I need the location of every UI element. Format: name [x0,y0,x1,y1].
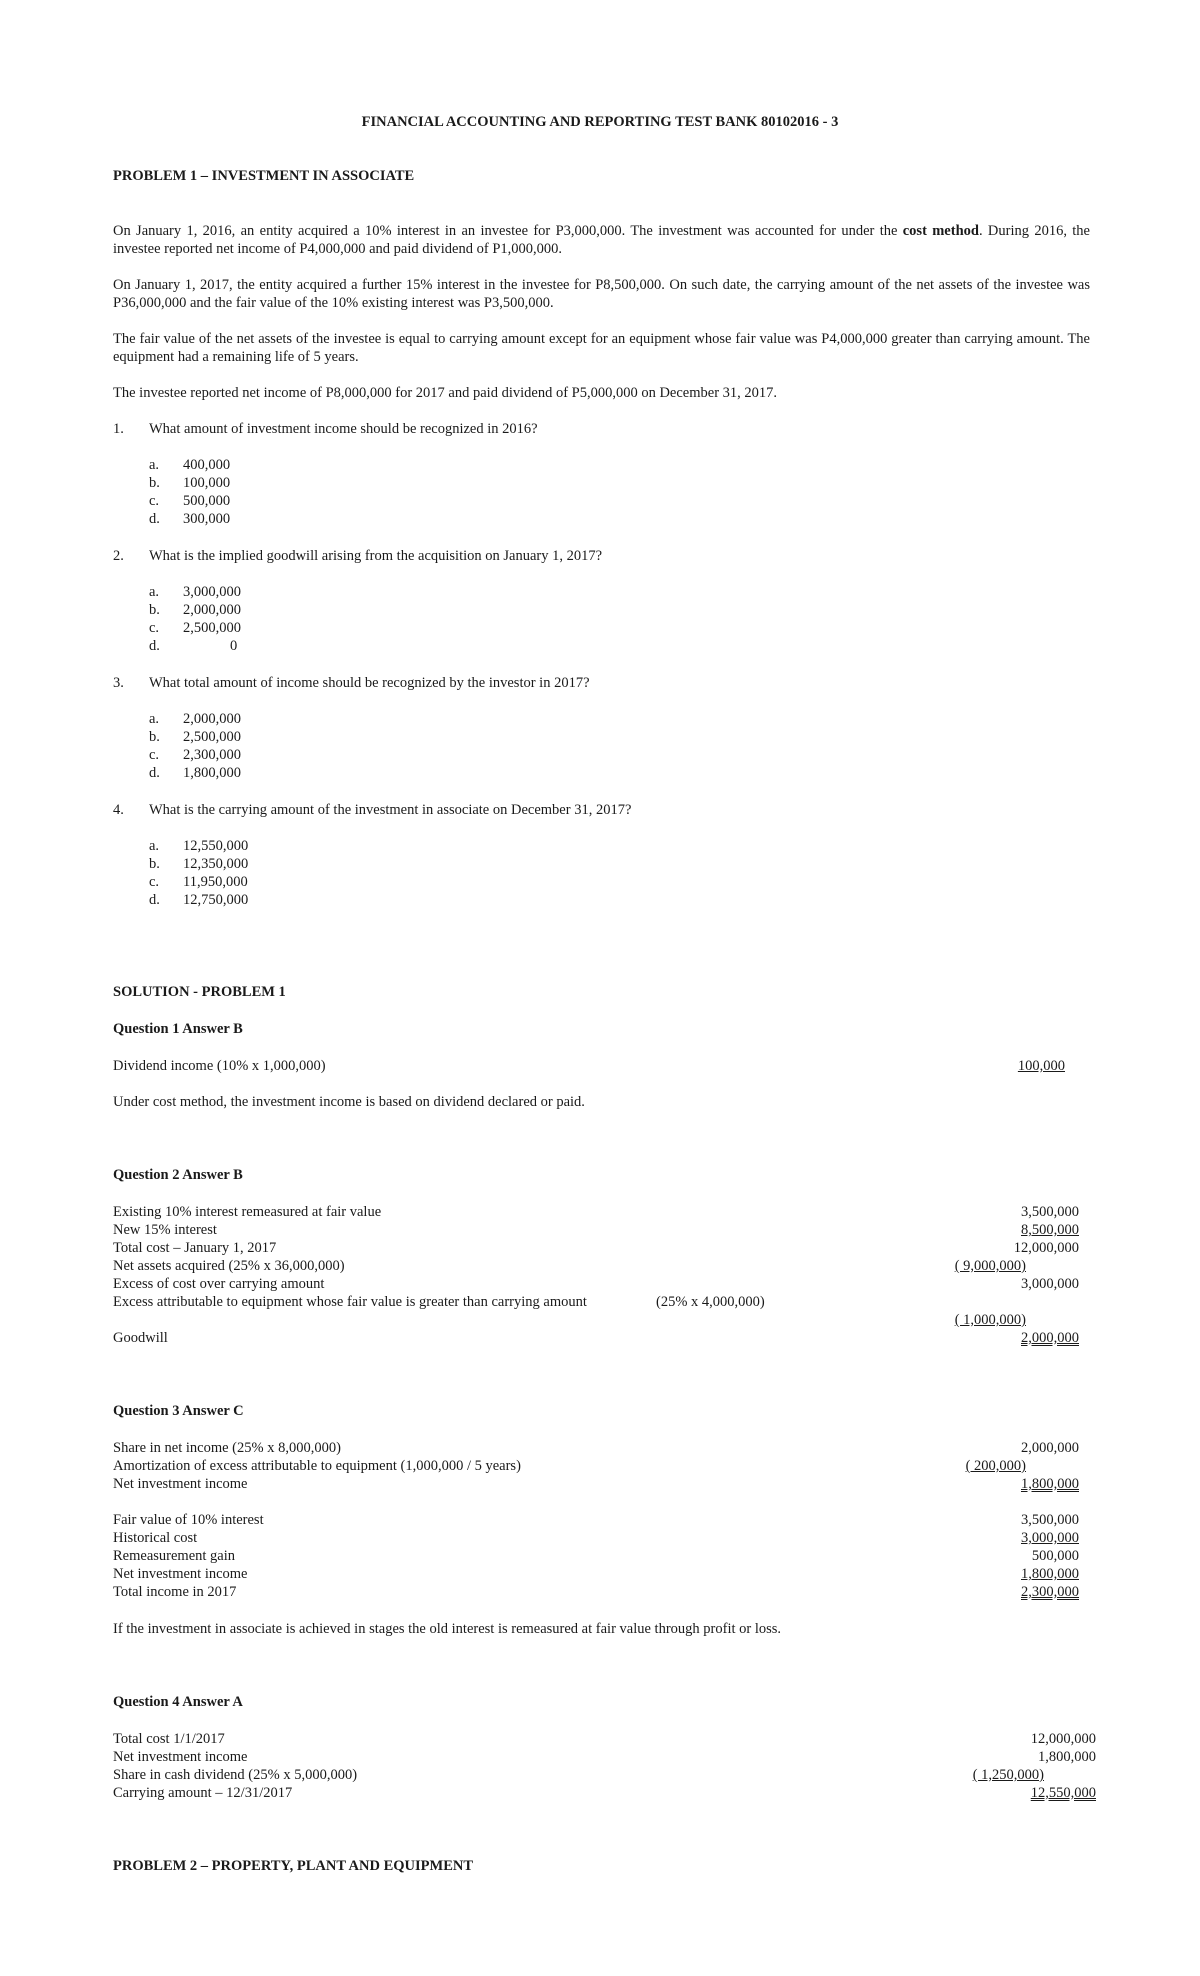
table-row-value: 12,000,000 [1013,1240,1079,1256]
option-value: 3,000,000 [183,584,241,600]
table-row-value: 1,800,000 [1038,1749,1096,1765]
table-row-value: 12,550,000 [1030,1785,1096,1801]
option-value: 11,950,000 [183,874,248,890]
table-row-label: Fair value of 10% interest [113,1512,264,1528]
option-value: 2,500,000 [183,620,241,636]
table-row-label: Remeasurement gain [113,1548,235,1564]
solution-q1-line-label: Dividend income (10% x 1,000,000) [113,1058,326,1074]
option-label: d. [149,511,160,527]
question-number: 1. [113,421,124,437]
problem1-paragraph-4: The investee reported net income of P8,000,000 for 2017 and paid dividend of P5,000,000 on December 31, 2017. [113,385,778,401]
option-value: 12,550,000 [183,838,249,854]
question-number: 3. [113,675,124,691]
option-label: d. [149,765,160,781]
table-row-label: Carrying amount – 12/31/2017 [113,1785,293,1801]
problem1-paragraph-1: On January 1, 2016, an entity acquired a 10% interest in an investee for P3,000,000. The investment was accounted for under the cost method. During 2016, the investee reported net income of P4,000,000 and paid dividend of P1,000,000. [113,223,1090,257]
option-label: a. [149,838,160,854]
problem1-heading: PROBLEM 1 – INVESTMENT IN ASSOCIATE [113,168,415,184]
option-label: d. [149,638,160,654]
option-value: 2,000,000 [183,602,241,618]
table-row-label: New 15% interest [113,1222,217,1238]
table-row-value: 2,300,000 [1021,1584,1079,1600]
table-row-value: 2,000,000 [1021,1330,1079,1346]
option-label: a. [149,457,160,473]
solution-q1-note: Under cost method, the investment income is based on dividend declared or paid. [113,1094,585,1110]
option-value: 300,000 [183,511,231,527]
page-title: FINANCIAL ACCOUNTING AND REPORTING TEST BANK 80102016 - 3 [361,114,839,130]
table-row-value: 8,500,000 [1021,1222,1079,1238]
option-value: 1,800,000 [183,765,241,781]
table-row-label: Total income in 2017 [113,1584,237,1600]
table-row-value: 12,000,000 [1030,1731,1096,1747]
option-label: b. [149,856,160,872]
table-row-label: Total cost 1/1/2017 [113,1731,225,1747]
question-number: 2. [113,548,124,564]
table-row-label: Historical cost [113,1530,198,1546]
option-value: 12,350,000 [183,856,249,872]
question-text: What total amount of income should be recognized by the investor in 2017? [149,675,590,691]
option-label: b. [149,729,160,745]
solution-q3-note: If the investment in associate is achieved in stages the old interest is remeasured at fair value through profit or loss. [113,1621,782,1637]
table-row-label: Share in net income (25% x 8,000,000) [113,1440,341,1456]
option-label: c. [149,874,160,890]
option-label: a. [149,584,160,600]
table-row-label: Net investment income [113,1749,248,1765]
solution-q3-heading: Question 3 Answer C [113,1403,244,1419]
table-row-value: ( 9,000,000) [954,1258,1026,1274]
table-row-value: 1,800,000 [1021,1566,1079,1582]
problem2-heading: PROBLEM 2 – PROPERTY, PLANT AND EQUIPMENT [113,1858,474,1874]
table-row-label: Goodwill [113,1330,168,1346]
solution-q1-line-value: 100,000 [1017,1058,1065,1074]
table-row-value: 3,000,000 [1021,1530,1079,1546]
table-row-value: ( 1,250,000) [972,1767,1044,1783]
option-value: 2,000,000 [183,711,241,727]
option-value: 400,000 [183,457,231,473]
table-row-label: Excess of cost over carrying amount [113,1276,325,1292]
question-text: What is the carrying amount of the investment in associate on December 31, 2017? [149,802,632,818]
option-label: b. [149,602,160,618]
table-row-value: ( 200,000) [965,1458,1026,1474]
option-label: c. [149,747,160,763]
option-label: c. [149,493,160,509]
table-row-label: Amortization of excess attributable to equipment (1,000,000 / 5 years) [113,1458,521,1474]
table-row-label: Net investment income [113,1476,248,1492]
option-label: a. [149,711,160,727]
table-row-value: 2,000,000 [1021,1440,1079,1456]
question-text: What amount of investment income should be recognized in 2016? [149,421,538,437]
option-value: 500,000 [183,493,231,509]
solution-q4-heading: Question 4 Answer A [113,1694,243,1710]
table-row-note: (25% x 4,000,000) [656,1294,765,1310]
solution-q2-heading: Question 2 Answer B [113,1167,243,1183]
option-value: 2,300,000 [183,747,241,763]
option-value: 100,000 [183,475,231,491]
option-label: c. [149,620,160,636]
problem1-paragraph-2: On January 1, 2017, the entity acquired a further 15% interest in the investee for P8,500,000. On such date, the carrying amount of the net assets of the investee was P36,000,000 and the fair value of the 10% existing interest was P3,500,000. [113,277,1090,311]
table-row-label: Total cost – January 1, 2017 [113,1240,277,1256]
table-row-value: 3,500,000 [1021,1512,1079,1528]
table-row-label: Share in cash dividend (25% x 5,000,000) [113,1767,358,1783]
table-row-value: 3,500,000 [1021,1204,1079,1220]
table-row-value: 3,000,000 [1021,1276,1079,1292]
table-row-label: Existing 10% interest remeasured at fair value [113,1204,382,1220]
option-value: 0 [230,638,238,654]
table-row-value: 500,000 [1031,1548,1079,1564]
solution-heading: SOLUTION - PROBLEM 1 [113,984,286,1000]
question-number: 4. [113,802,124,818]
table-row-label: Net assets acquired (25% x 36,000,000) [113,1258,345,1274]
table-row-value: 1,800,000 [1021,1476,1079,1492]
option-value: 12,750,000 [183,892,249,908]
table-row-label: Excess attributable to equipment whose fair value is greater than carrying amount [113,1294,587,1310]
option-label: d. [149,892,160,908]
option-value: 2,500,000 [183,729,241,745]
table-row-label: Net investment income [113,1566,248,1582]
question-text: What is the implied goodwill arising from the acquisition on January 1, 2017? [149,548,603,564]
problem1-paragraph-3: The fair value of the net assets of the investee is equal to carrying amount except for an equipment whose fair value was P4,000,000 greater than carrying amount. The equipment had a remaining life of 5 years. [113,331,1090,365]
solution-q1-heading: Question 1 Answer B [113,1021,243,1037]
table-row-value: ( 1,000,000) [954,1312,1026,1328]
option-label: b. [149,475,160,491]
